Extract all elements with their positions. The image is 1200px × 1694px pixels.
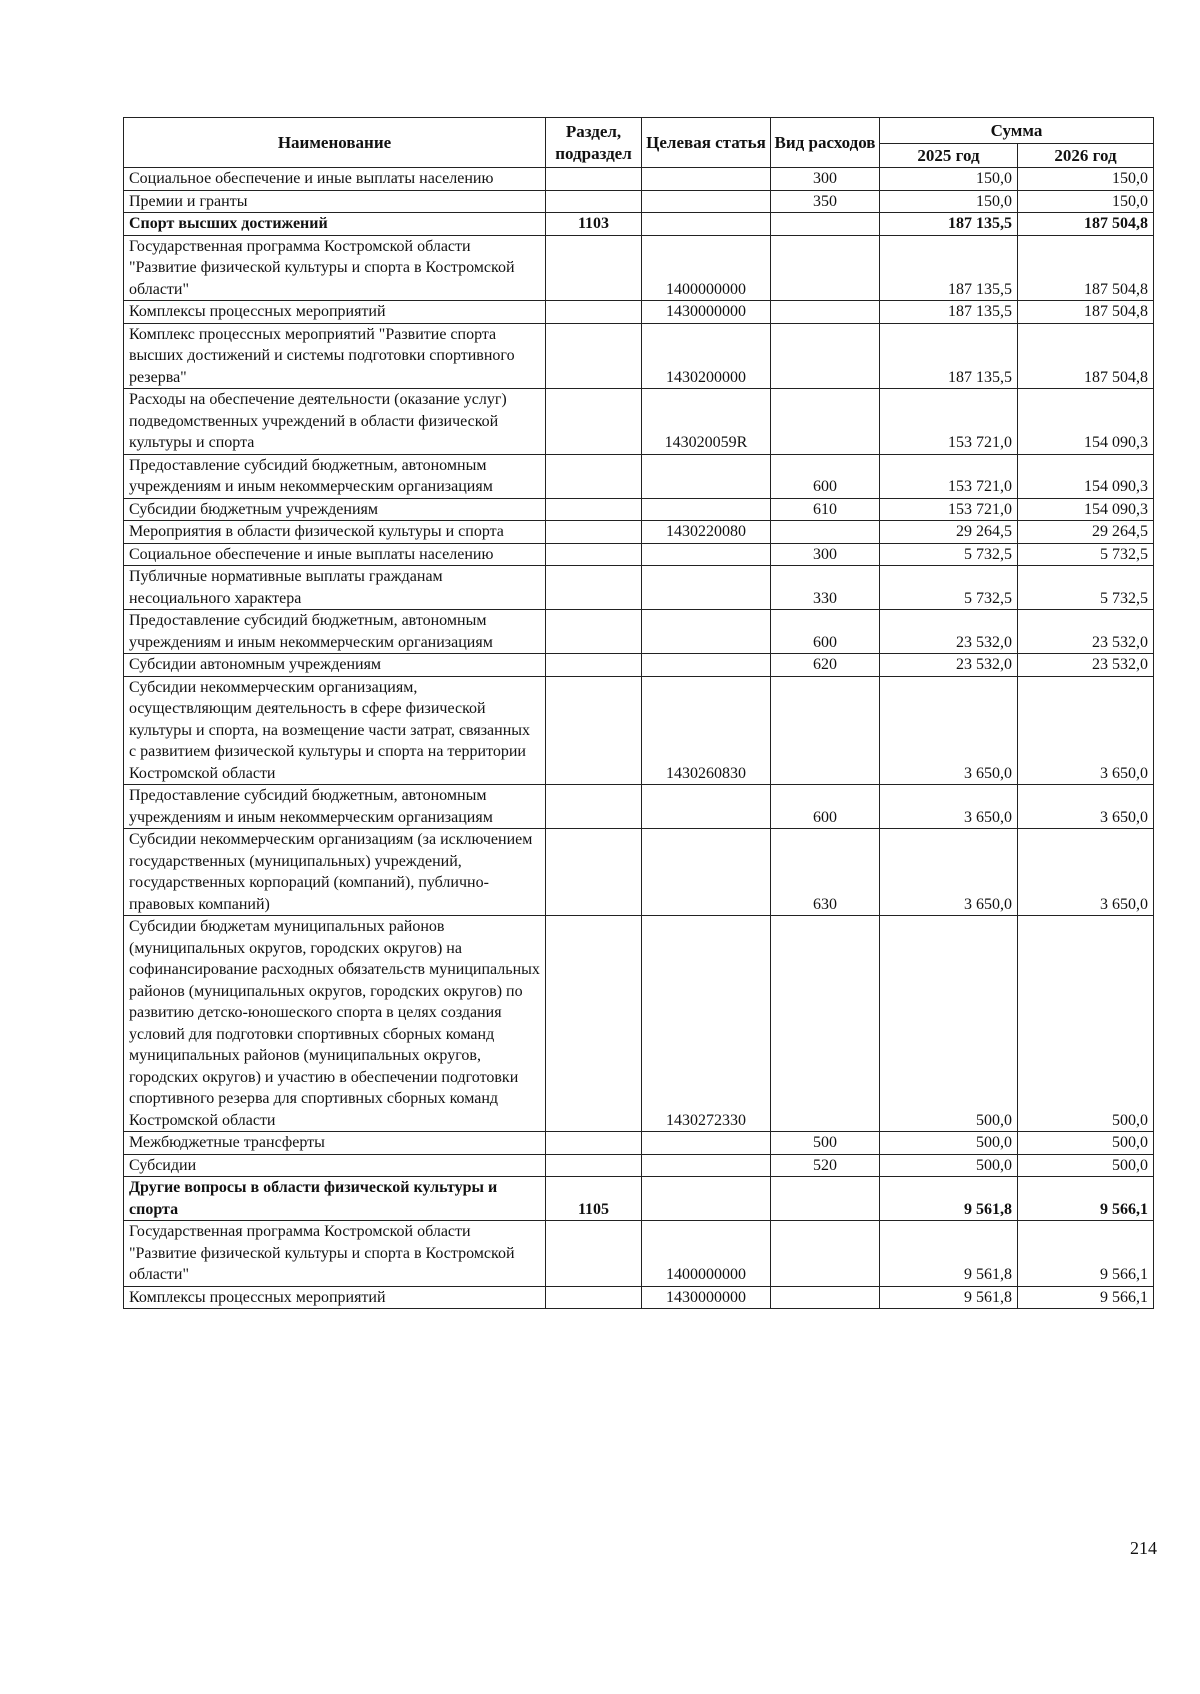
table-row (124, 610, 1154, 654)
row-amount-2026-cell: 3 650,0 (1018, 829, 1154, 916)
table-row (124, 829, 1154, 916)
row-kind-cell: 330 (771, 566, 880, 610)
row-name-cell: Субсидии бюджетным учреждениям (124, 498, 546, 521)
row-name-cell: Субсидии (124, 1154, 546, 1177)
row-kind-cell (771, 916, 880, 1132)
row-kind-cell: 300 (771, 168, 880, 191)
row-target-cell (642, 566, 771, 610)
row-section-cell (546, 1221, 642, 1287)
row-name-cell: Комплексы процессных мероприятий (124, 301, 546, 324)
row-kind-cell: 520 (771, 1154, 880, 1177)
row-target-cell: 1430260830 (642, 676, 771, 785)
row-target-cell (642, 190, 771, 213)
row-amount-2025-cell: 500,0 (880, 1154, 1018, 1177)
row-amount-2025-cell: 187 135,5 (880, 323, 1018, 389)
row-target-cell (642, 498, 771, 521)
row-amount-2026-cell: 5 732,5 (1018, 566, 1154, 610)
row-section-cell (546, 301, 642, 324)
row-amount-2026-cell: 23 532,0 (1018, 654, 1154, 677)
row-target-cell: 1430272330 (642, 916, 771, 1132)
row-target-cell (642, 654, 771, 677)
header-kind: Вид расходов (771, 118, 880, 168)
row-section-cell (546, 785, 642, 829)
row-name-cell: Спорт высших достижений (124, 213, 546, 236)
row-kind-cell: 500 (771, 1132, 880, 1155)
row-target-cell: 1400000000 (642, 235, 771, 301)
table-row (124, 654, 1154, 677)
table-row (124, 389, 1154, 455)
row-name-cell: Межбюджетные трансферты (124, 1132, 546, 1155)
row-amount-2026-cell: 500,0 (1018, 1154, 1154, 1177)
header-year-2025: 2025 год (880, 144, 1018, 168)
row-amount-2025-cell: 3 650,0 (880, 785, 1018, 829)
table-row (124, 498, 1154, 521)
row-target-cell (642, 213, 771, 236)
row-name-cell: Субсидии некоммерческим организациям, осуществляющим деятельность в сфере физической культуры и спорта, на возмещение части затрат, связанных с развитием физической культуры и спорта на территории Костромской области (124, 676, 546, 785)
row-name-cell: Предоставление субсидий бюджетным, автономным учреждениям и иным некоммерческим организациям (124, 785, 546, 829)
row-section-cell (546, 389, 642, 455)
row-name-cell: Государственная программа Костромской области "Развитие физической культуры и спорта в Костромской области" (124, 1221, 546, 1287)
row-target-cell (642, 543, 771, 566)
row-amount-2026-cell: 150,0 (1018, 168, 1154, 191)
row-kind-cell (771, 1177, 880, 1221)
row-amount-2025-cell: 187 135,5 (880, 235, 1018, 301)
row-name-cell: Социальное обеспечение и иные выплаты населению (124, 168, 546, 191)
header-target: Целевая статья (642, 118, 771, 168)
row-name-cell: Комплекс процессных мероприятий "Развитие спорта высших достижений и системы подготовки спортивного резерва" (124, 323, 546, 389)
row-amount-2026-cell: 187 504,8 (1018, 235, 1154, 301)
row-target-cell: 1430000000 (642, 301, 771, 324)
row-target-cell (642, 1154, 771, 1177)
row-section-cell (546, 521, 642, 544)
row-name-cell: Субсидии бюджетам муниципальных районов (муниципальных округов, городских округов) на софинансирование расходных обязательств муниципальных районов (муниципальных округов, городских округов) по развитию детско-юношеского спорта в целях создания условий для подготовки спортивных сборных команд муниципальных районов (муниципальных округов, городских округов) и участию в обеспечении подготовки спортивного резерва для спортивных сборных команд Костромской области (124, 916, 546, 1132)
row-section-cell (546, 454, 642, 498)
table-row (124, 301, 1154, 324)
row-amount-2025-cell: 23 532,0 (880, 654, 1018, 677)
table-row (124, 168, 1154, 191)
row-kind-cell: 600 (771, 610, 880, 654)
row-amount-2025-cell: 153 721,0 (880, 389, 1018, 455)
row-section-cell: 1105 (546, 1177, 642, 1221)
table-row (124, 543, 1154, 566)
row-section-cell (546, 654, 642, 677)
table-row (124, 323, 1154, 389)
row-kind-cell: 610 (771, 498, 880, 521)
row-target-cell (642, 1177, 771, 1221)
row-kind-cell: 630 (771, 829, 880, 916)
row-section-cell (546, 543, 642, 566)
row-target-cell: 1430000000 (642, 1286, 771, 1309)
row-kind-cell: 350 (771, 190, 880, 213)
row-kind-cell: 600 (771, 454, 880, 498)
row-section-cell (546, 916, 642, 1132)
row-kind-cell (771, 1221, 880, 1287)
row-amount-2025-cell: 500,0 (880, 1132, 1018, 1155)
row-target-cell (642, 168, 771, 191)
header-year-2026: 2026 год (1018, 144, 1154, 168)
table-row (124, 1286, 1154, 1309)
row-amount-2026-cell: 187 504,8 (1018, 323, 1154, 389)
row-amount-2026-cell: 3 650,0 (1018, 676, 1154, 785)
row-amount-2025-cell: 187 135,5 (880, 213, 1018, 236)
row-name-cell: Субсидии автономным учреждениям (124, 654, 546, 677)
row-section-cell (546, 676, 642, 785)
table-row (124, 1132, 1154, 1155)
row-amount-2026-cell: 187 504,8 (1018, 301, 1154, 324)
row-name-cell: Государственная программа Костромской области "Развитие физической культуры и спорта в Костромской области" (124, 235, 546, 301)
row-amount-2026-cell: 9 566,1 (1018, 1286, 1154, 1309)
row-amount-2025-cell: 3 650,0 (880, 829, 1018, 916)
row-amount-2026-cell: 3 650,0 (1018, 785, 1154, 829)
row-amount-2026-cell: 9 566,1 (1018, 1221, 1154, 1287)
budget-table (123, 117, 1154, 1309)
header-name: Наименование (124, 118, 546, 168)
table-row (124, 1221, 1154, 1287)
row-amount-2025-cell: 23 532,0 (880, 610, 1018, 654)
table-row (124, 1177, 1154, 1221)
table-row (124, 213, 1154, 236)
row-kind-cell (771, 235, 880, 301)
page-number: 214 (1130, 1538, 1157, 1558)
row-name-cell: Расходы на обеспечение деятельности (оказание услуг) подведомственных учреждений в области физической культуры и спорта (124, 389, 546, 455)
row-name-cell: Предоставление субсидий бюджетным, автономным учреждениям и иным некоммерческим организациям (124, 454, 546, 498)
header-section: Раздел, подраздел (546, 118, 642, 168)
row-amount-2026-cell: 23 532,0 (1018, 610, 1154, 654)
row-section-cell (546, 498, 642, 521)
row-target-cell (642, 785, 771, 829)
row-name-cell: Мероприятия в области физической культуры и спорта (124, 521, 546, 544)
row-section-cell (546, 323, 642, 389)
table-row (124, 521, 1154, 544)
row-target-cell: 1430220080 (642, 521, 771, 544)
row-target-cell (642, 829, 771, 916)
row-name-cell: Субсидии некоммерческим организациям (за исключением государственных (муниципальных) учреждений, государственных корпораций (компаний), публично-правовых компаний) (124, 829, 546, 916)
header-sum: Сумма (880, 118, 1154, 144)
table-row (124, 1154, 1154, 1177)
row-amount-2026-cell: 500,0 (1018, 916, 1154, 1132)
row-amount-2026-cell: 187 504,8 (1018, 213, 1154, 236)
row-amount-2026-cell: 9 566,1 (1018, 1177, 1154, 1221)
row-amount-2026-cell: 150,0 (1018, 190, 1154, 213)
row-amount-2026-cell: 500,0 (1018, 1132, 1154, 1155)
row-amount-2026-cell: 154 090,3 (1018, 498, 1154, 521)
row-section-cell (546, 1132, 642, 1155)
row-kind-cell (771, 301, 880, 324)
table-row (124, 454, 1154, 498)
table-row (124, 566, 1154, 610)
row-amount-2025-cell: 9 561,8 (880, 1177, 1018, 1221)
row-target-cell (642, 1132, 771, 1155)
row-kind-cell (771, 389, 880, 455)
row-amount-2025-cell: 5 732,5 (880, 543, 1018, 566)
row-amount-2025-cell: 153 721,0 (880, 454, 1018, 498)
row-section-cell (546, 610, 642, 654)
row-kind-cell: 300 (771, 543, 880, 566)
row-amount-2025-cell: 500,0 (880, 916, 1018, 1132)
row-name-cell: Другие вопросы в области физической культуры и спорта (124, 1177, 546, 1221)
row-target-cell (642, 610, 771, 654)
row-target-cell: 143020059R (642, 389, 771, 455)
table-row (124, 916, 1154, 1132)
row-amount-2025-cell: 187 135,5 (880, 301, 1018, 324)
row-amount-2025-cell: 150,0 (880, 190, 1018, 213)
row-section-cell (546, 829, 642, 916)
table-row (124, 235, 1154, 301)
row-section-cell (546, 1154, 642, 1177)
row-kind-cell (771, 1286, 880, 1309)
row-name-cell: Социальное обеспечение и иные выплаты населению (124, 543, 546, 566)
row-name-cell: Комплексы процессных мероприятий (124, 1286, 546, 1309)
row-amount-2025-cell: 3 650,0 (880, 676, 1018, 785)
row-section-cell (546, 168, 642, 191)
row-name-cell: Публичные нормативные выплаты гражданам несоциального характера (124, 566, 546, 610)
row-section-cell (546, 235, 642, 301)
row-amount-2026-cell: 154 090,3 (1018, 389, 1154, 455)
row-kind-cell (771, 521, 880, 544)
row-target-cell (642, 454, 771, 498)
row-section-cell: 1103 (546, 213, 642, 236)
table-row (124, 676, 1154, 785)
row-amount-2025-cell: 153 721,0 (880, 498, 1018, 521)
row-amount-2026-cell: 154 090,3 (1018, 454, 1154, 498)
row-section-cell (546, 190, 642, 213)
row-target-cell: 1430200000 (642, 323, 771, 389)
row-kind-cell (771, 213, 880, 236)
row-amount-2026-cell: 5 732,5 (1018, 543, 1154, 566)
row-amount-2025-cell: 9 561,8 (880, 1221, 1018, 1287)
row-kind-cell: 600 (771, 785, 880, 829)
table-row (124, 785, 1154, 829)
row-name-cell: Премии и гранты (124, 190, 546, 213)
row-name-cell: Предоставление субсидий бюджетным, автономным учреждениям и иным некоммерческим организациям (124, 610, 546, 654)
row-amount-2026-cell: 29 264,5 (1018, 521, 1154, 544)
row-kind-cell: 620 (771, 654, 880, 677)
row-amount-2025-cell: 9 561,8 (880, 1286, 1018, 1309)
row-target-cell: 1400000000 (642, 1221, 771, 1287)
row-amount-2025-cell: 5 732,5 (880, 566, 1018, 610)
row-amount-2025-cell: 150,0 (880, 168, 1018, 191)
table-row (124, 190, 1154, 213)
row-kind-cell (771, 323, 880, 389)
row-section-cell (546, 1286, 642, 1309)
table-body (124, 168, 1154, 1309)
row-kind-cell (771, 676, 880, 785)
row-section-cell (546, 566, 642, 610)
row-amount-2025-cell: 29 264,5 (880, 521, 1018, 544)
